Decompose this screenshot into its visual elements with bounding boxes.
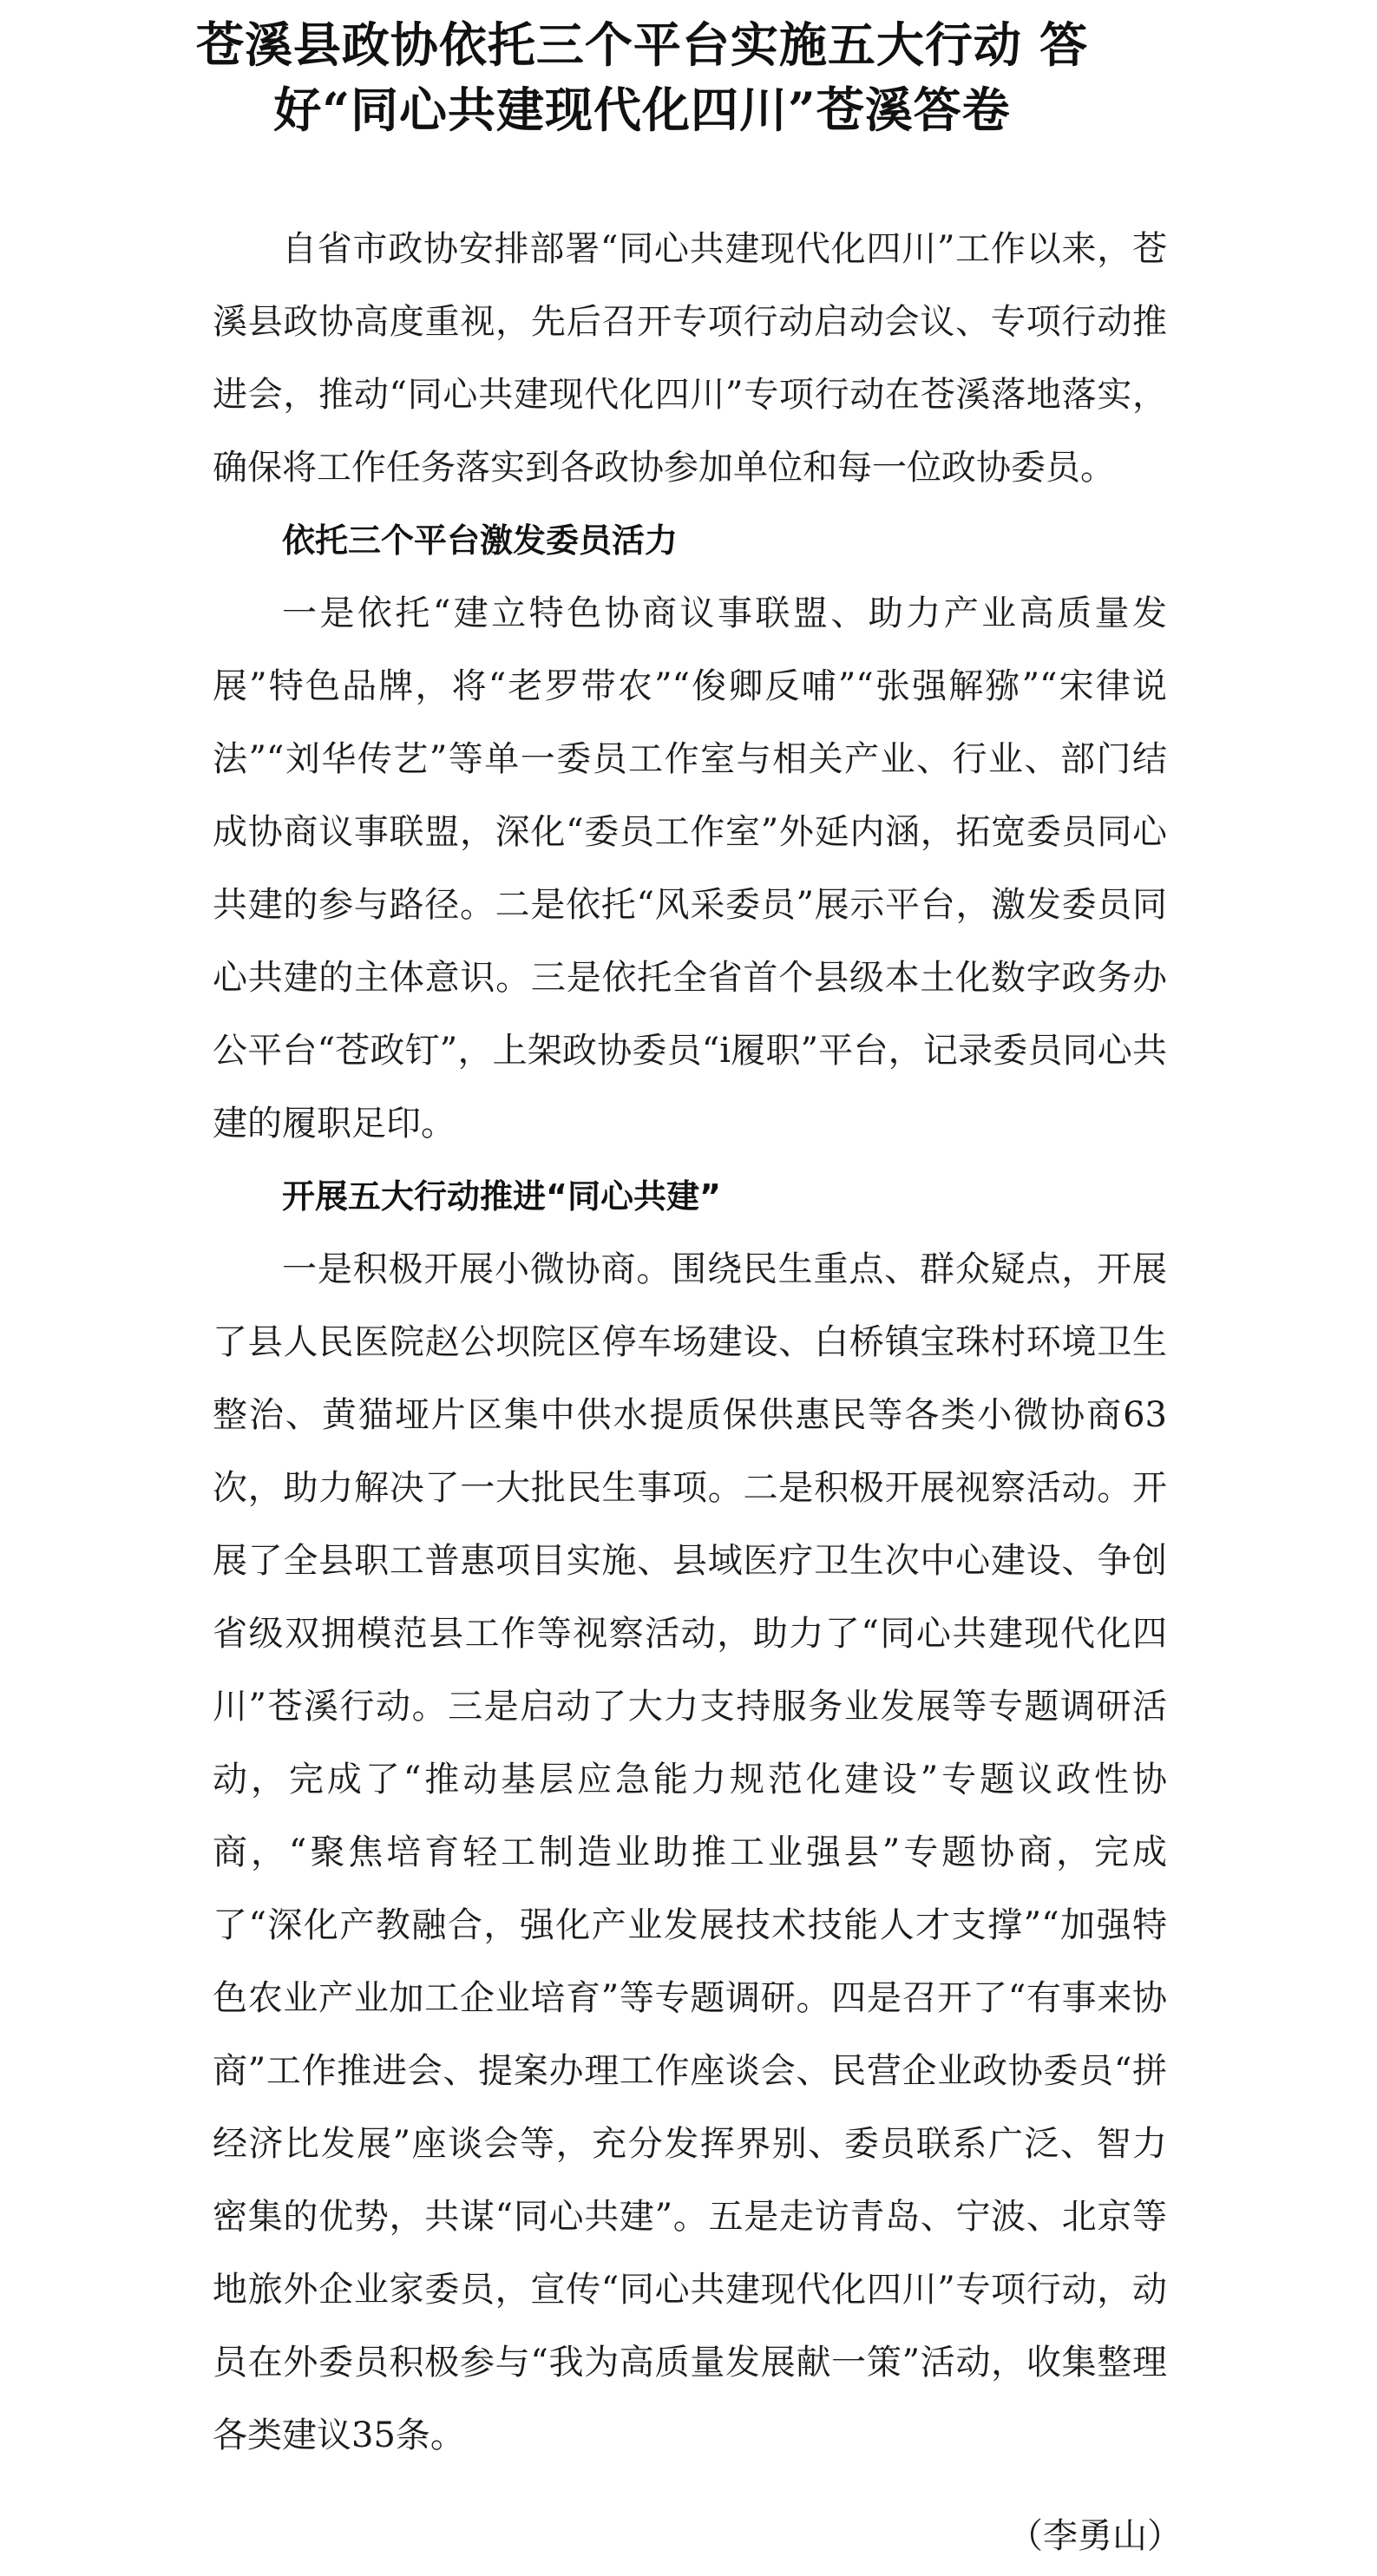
article-title-line-1: 苍溪县政协依托三个平台实施五大行动 答 (195, 16, 1089, 73)
section-paragraph-actions: 一是积极开展小微协商。围绕民生重点、群众疑点，开展了县人民医院赵公坝院区停车场建设、白桥镇宝珠村环境卫生整治、黄猫垭片区集中供水提质保供惠民等各类小微协商63次，助力解决了一大批民生事项。二是积极开展视察活动。开展了全县职工普惠项目实施、县域医疗卫生次中心建设、争创省级双拥模范县工作等视察活动，助力了“同心共建现代化四川”苍溪行动。三是启动了大力支持服务业发展等专题调研活动，完成了“推动基层应急能力规范化建设”专题议政性协商，“聚焦培育轻工制造业助推工业强县”专题协商，完成了“深化产教融合，强化产业发展技术技能人才支撑”“加强特色农业产业加工企业培育”等专题调研。四是召开了“有事来协商”工作推进会、提案办理工作座谈会、民营企业政协委员“拼经济比发展”座谈会等，充分发挥界别、委员联系广泛、智力密集的优势，共谋“同心共建”。五是走访青岛、宁波、北京等地旅外企业家委员，宣传“同心共建现代化四川”专项行动，动员在外委员积极参与“我为高质量发展献一策”活动，收集整理各类建议35条。 (213, 1249, 1167, 2455)
section-paragraph-platforms: 一是依托“建立特色协商议事联盟、助力产业高质量发展”特色品牌，将“老罗带农”“俊卿反哺”“张强解猕”“宋律说法”“刘华传艺”等单一委员工作室与相关产业、行业、部门结成协商议事联盟，深化“委员工作室”外延内涵，拓宽委员同心共建的参与路径。二是依托“风采委员”展示平台，激发委员同心共建的主体意识。三是依托全省首个县级本土化数字政务办公平台“苍政钉”，上架政协委员“i履职”平台，记录委员同心共建的履职足印。 (213, 593, 1167, 1144)
article-body (213, 213, 1167, 2472)
section-heading-actions: 开展五大行动推进“同心共建” (282, 1177, 721, 1216)
article-title (130, 12, 1154, 142)
article-title-line-2: 好“同心共建现代化四川”苍溪答卷 (273, 82, 1011, 138)
section-heading-platforms: 依托三个平台激发委员活力 (282, 521, 679, 560)
intro-paragraph: 自省市政协安排部署“同心共建现代化四川”工作以来，苍溪县政协高度重视，先后召开专项行动启动会议、专项行动推进会，推动“同心共建现代化四川”专项行动在苍溪落地落实，确保将工作任务落实到各政协参加单位和每一位政协委员。 (213, 229, 1167, 488)
author-byline: （李勇山） (1008, 2516, 1182, 2556)
